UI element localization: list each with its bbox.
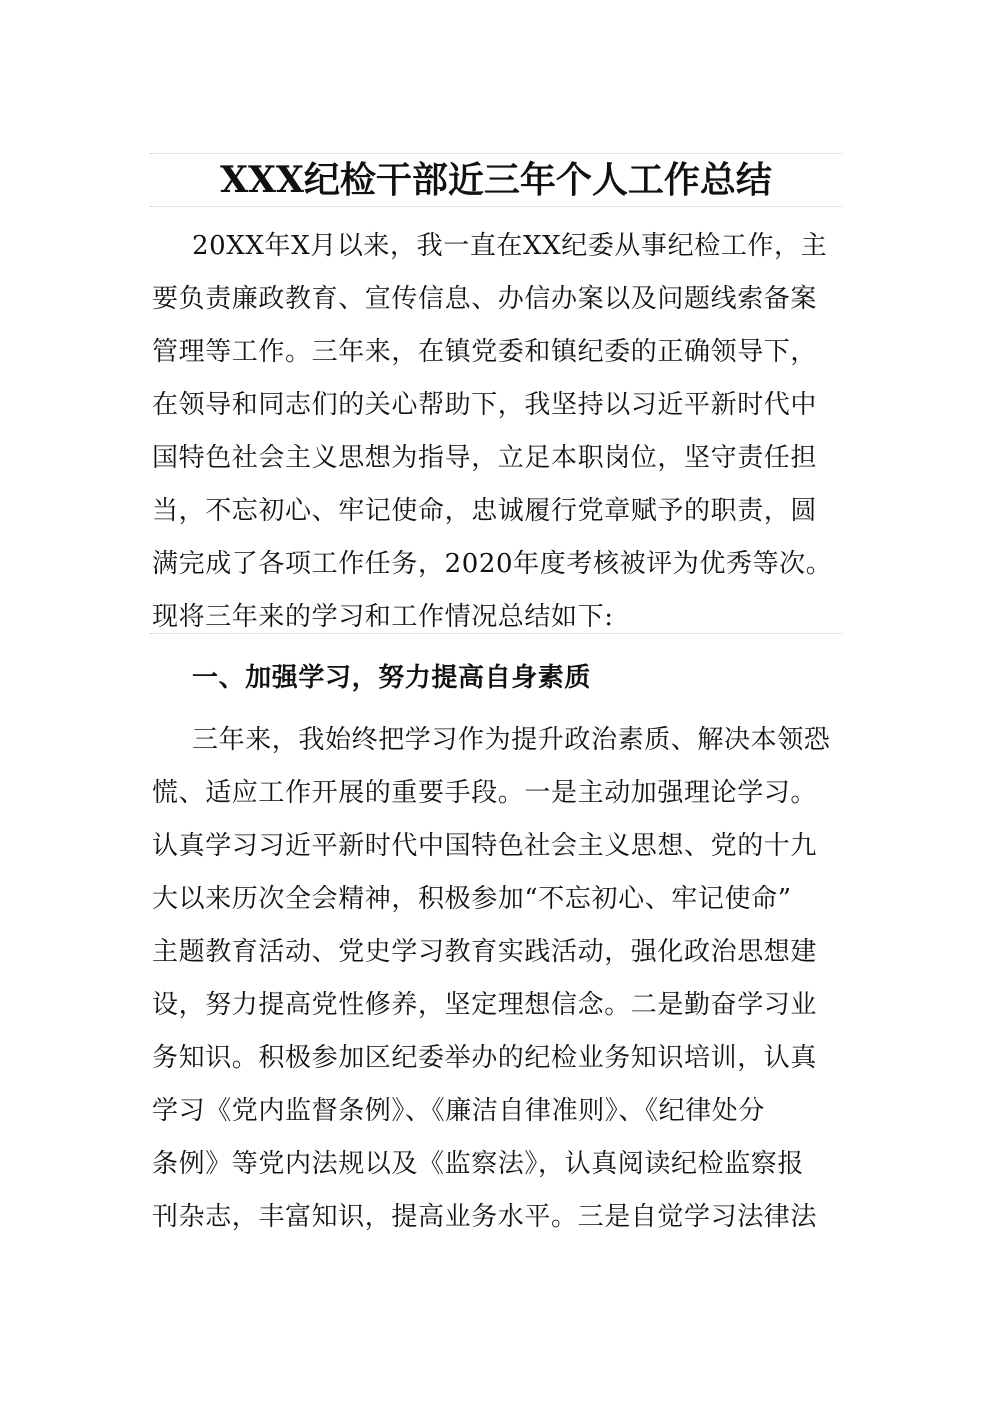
text-line: 国特色社会主义思想为指导，立足本职岗位，坚守责任担 — [152, 443, 818, 473]
title-bottom-guide — [150, 206, 842, 207]
section-heading: 一、加强学习，努力提高自身素质 — [192, 663, 592, 693]
text-line: 在领导和同志们的关心帮助下，我坚持以习近平新时代中 — [152, 390, 818, 420]
text-line: 学习《党内监督条例》、《廉洁自律准则》、《纪律处分 — [152, 1096, 766, 1126]
text-line: 主题教育活动、党史学习教育实践活动，强化政治思想建 — [152, 937, 818, 967]
paragraph-guide — [150, 633, 842, 634]
text-line: 现将三年来的学习和工作情况总结如下: — [152, 602, 614, 632]
text-line: 条例》等党内法规以及《监察法》，认真阅读纪检监察报 — [152, 1149, 805, 1179]
text-line: 当，不忘初心、牢记使命，忠诚履行党章赋予的职责，圆 — [152, 496, 818, 526]
text-line: 三年来，我始终把学习作为提升政治素质、解决本领恐 — [192, 725, 831, 755]
text-line: 满完成了各项工作任务，2020年度考核被评为优秀等次。 — [152, 549, 833, 579]
paragraph-study — [152, 714, 842, 1244]
text-line: 务知识。积极参加区纪委举办的纪检业务知识培训，认真 — [152, 1043, 818, 1073]
text-line: 慌、适应工作开展的重要手段。一是主动加强理论学习。 — [152, 778, 818, 808]
title-top-guide — [150, 153, 842, 154]
text-line: 大以来历次全会精神，积极参加“不忘初心、牢记使命” — [152, 884, 792, 914]
paragraph-intro — [152, 220, 842, 644]
text-line: 认真学习习近平新时代中国特色社会主义思想、党的十九 — [152, 831, 818, 861]
document-title: XXX纪检干部近三年个人工作总结 — [220, 159, 772, 201]
text-line: 设，努力提高党性修养，坚定理想信念。二是勤奋学习业 — [152, 990, 818, 1020]
text-line: 20XX年X月以来，我一直在XX纪委从事纪检工作，主 — [192, 231, 828, 261]
text-line: 管理等工作。三年来，在镇党委和镇纪委的正确领导下， — [152, 337, 818, 367]
text-line: 要负责廉政教育、宣传信息、办信办案以及问题线索备案 — [152, 284, 818, 314]
text-line: 刊杂志，丰富知识，提高业务水平。三是自觉学习法律法 — [152, 1202, 818, 1232]
